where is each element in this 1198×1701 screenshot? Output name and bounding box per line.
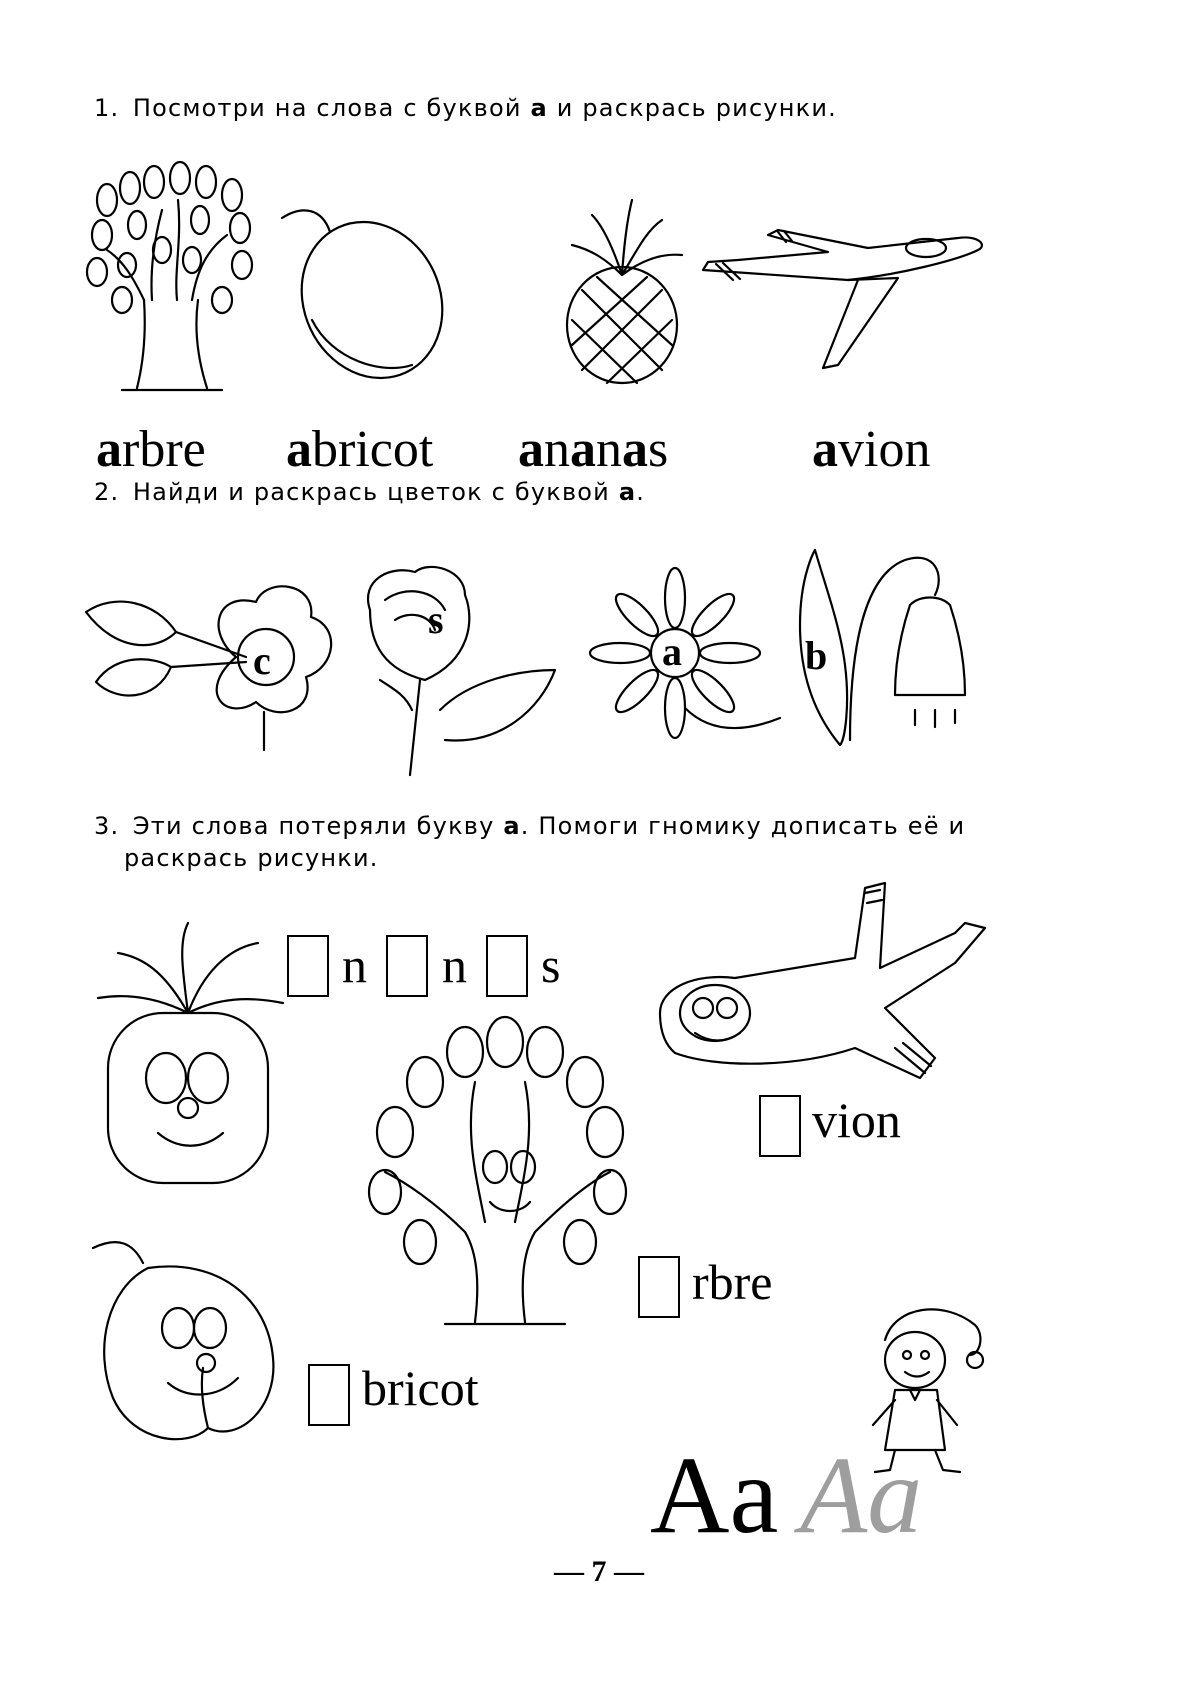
apricot-drawing[interactable] [272,200,447,385]
letter-s: s [541,937,561,993]
flower-c-drawing[interactable] [86,572,336,752]
gnome-drawing[interactable] [865,1300,990,1475]
instruction-text-end: . Помоги гномику дописать её и [520,812,966,840]
missing-letter-box[interactable] [386,935,428,997]
task-number: 3. [94,812,120,840]
flower-letter-a: a [662,629,682,674]
missing-letter-box[interactable] [287,935,329,997]
letter-a-print: Aa [650,1434,779,1556]
flower-s-drawing[interactable] [350,560,555,775]
flower-letter-b: b [805,633,828,678]
word-ananas: ananas [518,421,669,478]
flower-letter-c: c [253,638,271,683]
task-number: 2. [94,478,120,506]
word-rbre: rbre [692,1254,773,1310]
highlight-letter: а [530,94,548,122]
instruction-text: Посмотри на слова с буквой [132,94,531,122]
word-abricot: abricot [286,421,434,478]
instruction-line-2: раскрась рисунки. [124,844,379,872]
airplane-character-drawing[interactable] [655,878,990,1098]
word-bricot: bricot [362,1360,479,1416]
task-number: 1. [94,94,120,122]
missing-letter-box[interactable] [638,1256,680,1318]
task-3-instruction [94,810,965,874]
letter-a-italic: Aa [800,1434,923,1556]
letter-n: n [342,937,367,993]
instruction-text: Найди и раскрась цветок с буквой [132,478,619,506]
page-number: — 7 — [554,1555,644,1588]
instruction-text-end: . [636,478,646,506]
flower-letter-s: s [428,597,444,642]
task-1-instruction [94,92,837,124]
missing-letter-box[interactable] [759,1095,801,1157]
word-vion: vion [812,1092,901,1148]
highlight-letter: а [618,478,637,506]
instruction-text-end: и раскрась рисунки. [547,94,837,122]
airplane-drawing[interactable] [698,220,988,375]
letter-n: n [442,937,467,993]
pineapple-character-drawing[interactable] [88,918,288,1188]
tree-character-drawing[interactable] [365,1022,630,1327]
word-avion: avion [812,421,931,478]
task-2-instruction [94,476,645,508]
missing-letter-box[interactable] [308,1364,350,1426]
highlight-letter: а [503,812,521,840]
instruction-text: Эти слова потеряли букву [132,812,504,840]
missing-letter-box[interactable] [486,935,528,997]
apricot-character-drawing[interactable] [88,1228,288,1448]
tree-drawing[interactable] [82,160,262,395]
pineapple-drawing[interactable] [552,195,692,385]
word-arbre: arbre [96,421,206,478]
